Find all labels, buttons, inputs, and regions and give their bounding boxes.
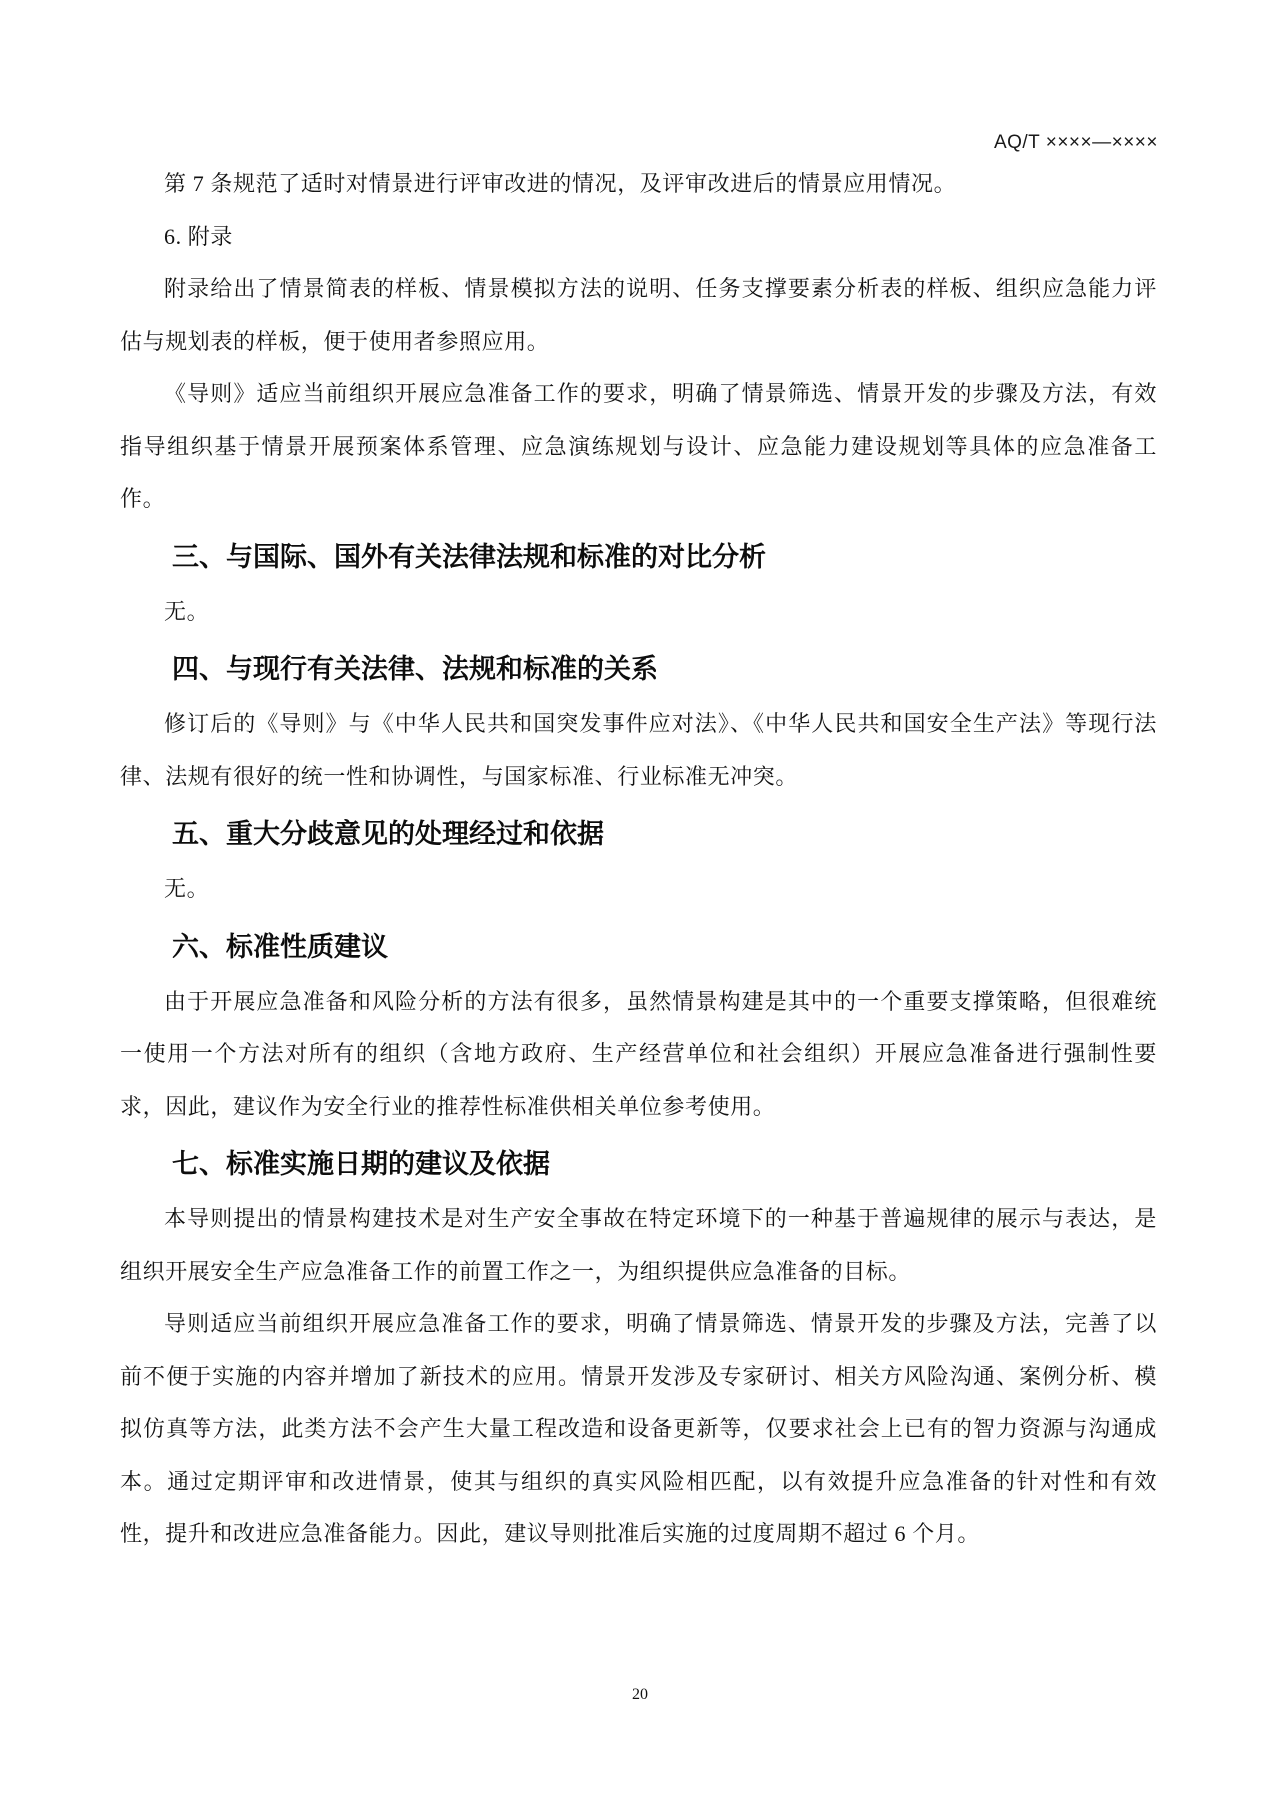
- paragraph-guideline-adaptation: 《导则》适应当前组织开展应急准备工作的要求，明确了情景筛选、情景开发的步骤及方法，有效指导组织基于情景开展预案体系管理、应急演练规划与设计、应急能力建设规划等具体的应急准备工作。: [120, 381, 1157, 511]
- list-item-appendix: 6. 附录: [164, 223, 234, 249]
- paragraph-law-consistency: 修订后的《导则》与《中华人民共和国突发事件应对法》、《中华人民共和国安全生产法》等现行法律、法规有很好的统一性和协调性，与国家标准、行业标准无冲突。: [120, 711, 1157, 789]
- section-heading-7-implementation-date: 七、标准实施日期的建议及依据: [172, 1149, 550, 1179]
- paragraph-none-2: 无。: [164, 876, 210, 901]
- paragraph-recommended-standard: 由于开展应急准备和风险分析的方法有很多，虽然情景构建是其中的一个重要支撑策略，但很难统一使用一个方法对所有的组织（含地方政府、生产经营单位和社会组织）开展应急准备进行强制性要求，因此，建议作为安全行业的推荐性标准供相关单位参考使用。: [120, 988, 1157, 1119]
- paragraph-scenario-technique: 本导则提出的情景构建技术是对生产安全事故在特定环境下的一种基于普遍规律的展示与表达，是组织开展安全生产应急准备工作的前置工作之一，为组织提供应急准备的目标。: [120, 1206, 1157, 1284]
- section-heading-6-standard-nature: 六、标准性质建议: [172, 931, 388, 962]
- page-number: 20: [632, 1686, 648, 1703]
- document-body: [120, 158, 1157, 1561]
- section-heading-5-major-disagreements: 五、重大分歧意见的处理经过和依据: [172, 819, 604, 849]
- paragraph-clause7-review: 第 7 条规范了适时对情景进行评审改进的情况，及评审改进后的情景应用情况。: [164, 171, 957, 196]
- standard-number-header: AQ/T ××××—××××: [993, 132, 1158, 153]
- paragraph-transition-period: 导则适应当前组织开展应急准备工作的要求，明确了情景筛选、情景开发的步骤及方法，完善了以前不便于实施的内容并增加了新技术的应用。情景开发涉及专家研讨、相关方风险沟通、案例分析、模拟仿真等方法，此类方法不会产生大量工程改造和设备更新等，仅要求社会上已有的智力资源与沟通成本。通过定期评审和改进情景，使其与组织的真实风险相匹配，以有效提升应急准备的针对性和有效性，提升和改进应急准备能力。因此，建议导则批准后实施的过度周期不超过 6 个月。: [120, 1311, 1157, 1546]
- section-heading-3-international-comparison: 三、与国际、国外有关法律法规和标准的对比分析: [172, 541, 766, 572]
- paragraph-none-1: 无。: [164, 598, 210, 624]
- section-heading-4-relation-to-laws: 四、与现行有关法律、法规和标准的关系: [172, 654, 658, 684]
- paragraph-appendix-description: 附录给出了情景简表的样板、情景模拟方法的说明、任务支撑要素分析表的样板、组织应急能力评估与规划表的样板，便于使用者参照应用。: [120, 276, 1157, 354]
